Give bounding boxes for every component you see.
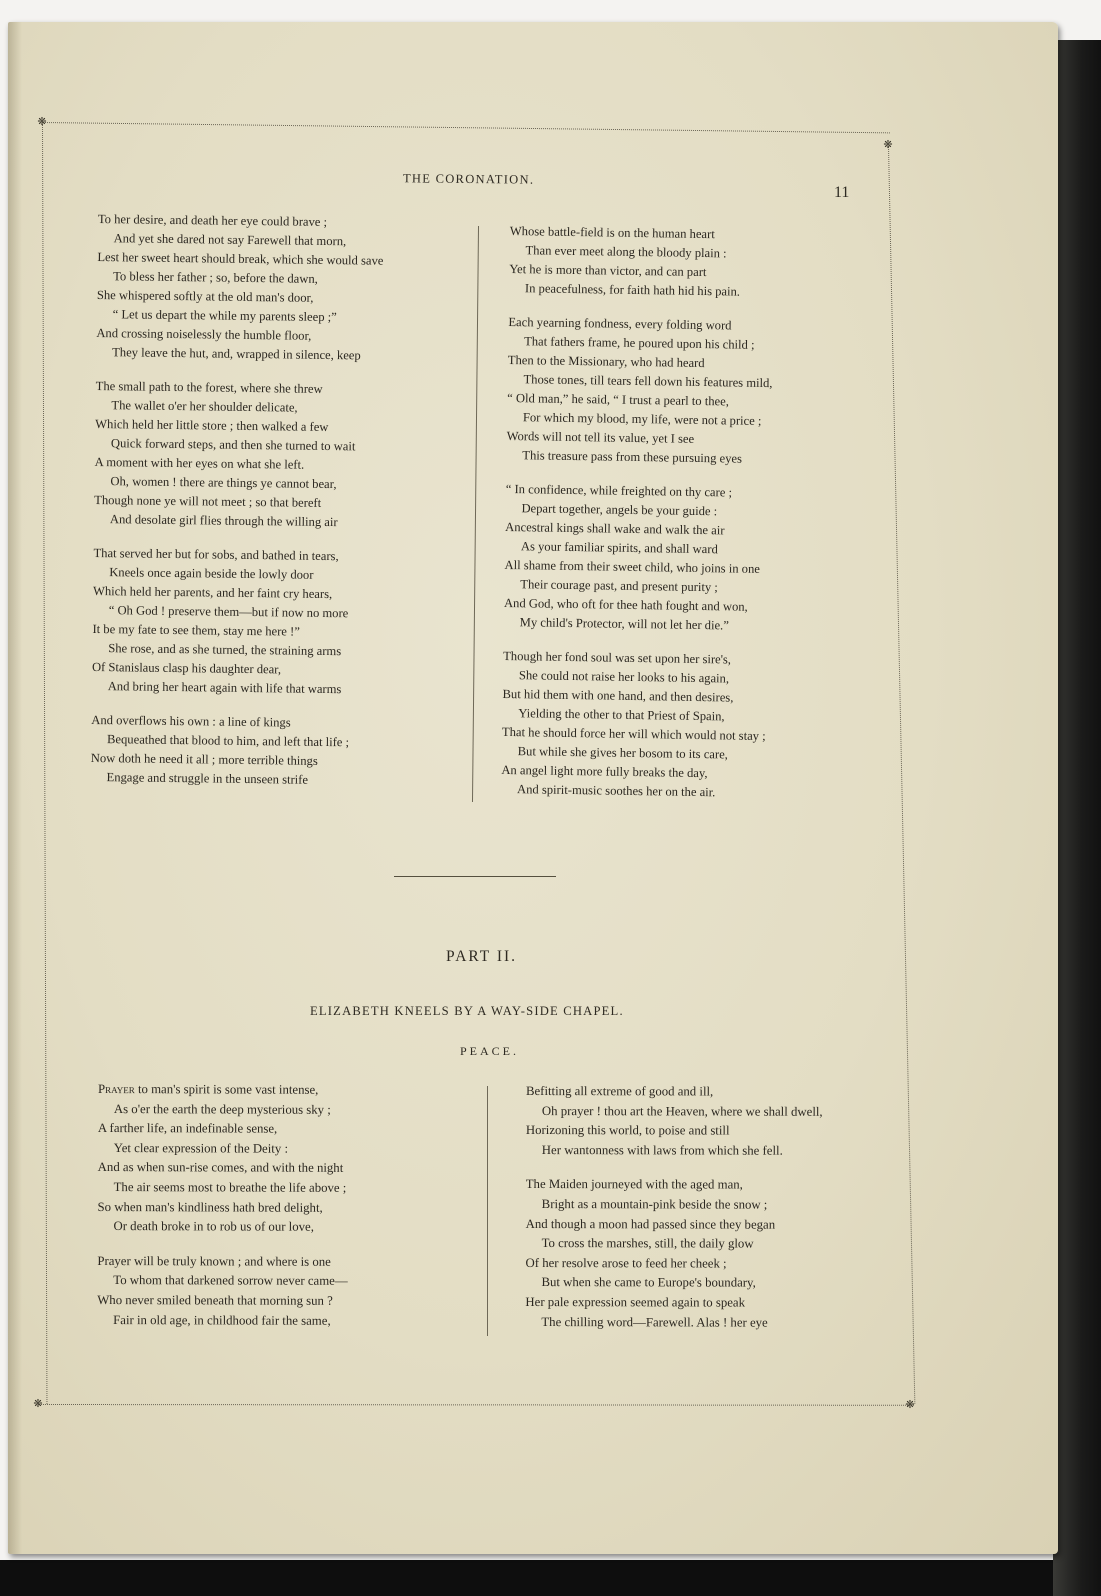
poem-line: That served her but for sobs, and bathed in tears, <box>93 545 339 564</box>
poem-line: Or death broke in to rob us of our love, <box>113 1219 314 1234</box>
poem-line: “ Oh God ! preserve them—but if now no more <box>108 603 349 621</box>
poem-line: Depart together, angels be your guide : <box>521 501 718 519</box>
poem-line: Of Stanislaus clasp his daughter dear, <box>91 659 282 677</box>
poem-line: “ In confidence, while freighted on thy care ; <box>505 481 733 500</box>
poem-line: Her wantonness with laws from which she fell. <box>541 1142 783 1158</box>
poem-line: “ Old man,” he said, “ I trust a pearl to thee, <box>507 390 730 409</box>
poem-line: That he should force her will which would not stay ; <box>501 724 766 744</box>
poem-line: The air seems most to breathe the life above ; <box>113 1180 347 1195</box>
poem-column-part2-right <box>525 1082 822 1333</box>
poem-line: Words will not tell its value, yet I see <box>506 428 695 446</box>
poem-line: That fathers frame, he poured upon his child ; <box>524 334 755 352</box>
poem-line: Befitting all extreme of good and ill, <box>525 1084 714 1099</box>
poem-line: As your familiar spirits, and shall ward <box>520 539 718 557</box>
line-rest: to man's spirit is some vast intense, <box>134 1082 319 1097</box>
poem-line: Engage and struggle in the unseen strife <box>106 770 309 787</box>
poem-line: And yet she dared not say Farewell that morn, <box>113 231 347 249</box>
poem-line: Which held her little store ; then walked a few <box>95 416 329 435</box>
poem-line: Whose battle-field is on the human heart <box>509 223 715 242</box>
poem-line: And though a moon had passed since they began <box>525 1216 776 1232</box>
poem-line: Now doth he need it all ; more terrible things <box>90 750 318 768</box>
poem-column-part1-left <box>90 210 384 791</box>
poem-line: As o'er the earth the deep mysterious sky ; <box>113 1101 331 1117</box>
corner-ornament-icon: ❋ <box>883 139 893 151</box>
column-divider <box>472 226 479 802</box>
poem-line: The chilling word—Farewell. Alas ! her eye <box>541 1314 768 1330</box>
poem-line: To bless her father ; so, before the dawn, <box>113 269 318 286</box>
poem-line: My child's Protector, will not let her die.” <box>519 615 729 633</box>
poem-line: To cross the marshes, still, the daily glow <box>541 1236 754 1251</box>
book-binding-edge <box>1053 40 1101 1596</box>
poem-line: And overflows his own : a line of kings <box>91 712 291 730</box>
poem-line: She whispered softly at the old man's door, <box>96 287 314 305</box>
poem-line: This treasure pass from these pursuing eyes <box>522 448 743 466</box>
corner-ornament-icon: ❋ <box>37 116 47 128</box>
poem-column-part2-left <box>97 1080 348 1331</box>
poem-line: She rose, and as she turned, the straining arms <box>108 641 342 659</box>
poem-line: To her desire, and death her eye could brave ; <box>97 211 328 229</box>
poem-line: Fair in old age, in childhood fair the same, <box>113 1312 331 1328</box>
poem-line: So when man's kindliness hath bred delight, <box>97 1199 323 1215</box>
poem-line: All shame from their sweet child, who joins in one <box>504 557 761 576</box>
poem-line: But hid them with one hand, and then desires, <box>502 686 734 705</box>
poem-line: For which my blood, my life, were not a price ; <box>522 410 762 428</box>
border-frame-left <box>42 124 47 1404</box>
poem-line: Yielding the other to that Priest of Spain, <box>518 706 725 724</box>
poem-line: A moment with her eyes on what she left. <box>94 454 305 472</box>
poem-line: And desolate girl flies through the willing air <box>109 512 338 530</box>
stanza-gap <box>526 1160 823 1176</box>
poem-line: The wallet o'er her shoulder delicate, <box>111 398 298 415</box>
poem-line: Lest her sweet heart should break, which she would save <box>97 249 384 268</box>
poem-line: But when she came to Europe's boundary, <box>541 1275 756 1290</box>
poem-line: But while she gives her bosom to its care, <box>517 744 728 762</box>
poem-line: A farther life, an indefinable sense, <box>97 1121 278 1136</box>
poem-column-part1-right <box>501 222 775 803</box>
poem-line: Oh prayer ! thou art the Heaven, where we shall dwell, <box>541 1103 823 1119</box>
stanza-gap <box>97 1237 347 1253</box>
poem-line: Who never smiled beneath that morning sun ? <box>97 1292 333 1308</box>
poem-line: Their courage past, and present purity ; <box>520 577 718 595</box>
border-frame-right <box>888 146 915 1404</box>
chapter-heading: ELIZABETH KNEELS BY A WAY-SIDE CHAPEL. <box>310 1004 624 1018</box>
poem-line: Than ever meet along the bloody plain : <box>525 243 727 261</box>
poem-line: Her pale expression seemed again to speak <box>525 1294 746 1310</box>
poem-line: Yet he is more than victor, and can part <box>509 261 707 280</box>
poem-line: Of her resolve arose to feed her cheek ; <box>525 1255 727 1271</box>
poem-line: Yet clear expression of the Deity : <box>113 1140 289 1156</box>
poem-line: Bequeathed that blood to him, and left that life ; <box>106 732 350 750</box>
poem-line: Those tones, till tears fell down his features mild, <box>523 372 773 391</box>
lead-word: Prayer <box>97 1082 135 1097</box>
poem-line: And God, who oft for thee hath fought and won, <box>503 595 748 614</box>
page-gutter-shadow <box>8 22 22 1554</box>
poem-line: Horizoning this world, to poise and still <box>525 1123 730 1138</box>
page-number: 11 <box>834 184 850 201</box>
poem-line: Kneels once again beside the lowly door <box>109 565 314 582</box>
sub-heading: PEACE. <box>460 1044 520 1058</box>
part-heading: PART II. <box>446 948 518 965</box>
running-head: THE CORONATION. <box>402 171 535 187</box>
poem-line: Though her fond soul was set upon her sire's, <box>503 648 732 667</box>
poem-line: “ Let us depart the while my parents sleep ;” <box>112 307 337 325</box>
corner-ornament-icon: ❋ <box>905 1399 915 1411</box>
poem-line: To whom that darkened sorrow never came— <box>113 1273 348 1289</box>
poem-line: And spirit-music soothes her on the air. <box>516 782 716 800</box>
poem-line: Each yearning fondness, every folding word <box>508 314 732 333</box>
poem-line: Ancestral kings shall wake and walk the air <box>505 519 725 538</box>
poem-line: And as when sun-rise comes, and with the night <box>97 1160 344 1176</box>
poem-line: The Maiden journeyed with the aged man, <box>525 1177 743 1192</box>
poem-line: And crossing noiselessly the humble floor, <box>96 325 312 343</box>
corner-ornament-icon: ❋ <box>33 1398 43 1410</box>
poem-line: Prayer will be truly known ; and where is one <box>97 1253 331 1269</box>
poem-line: They leave the hut, and, wrapped in silence, keep <box>112 345 361 363</box>
poem-line: In peacefulness, for faith hath hid his pain. <box>524 281 741 299</box>
border-frame-bottom <box>38 1404 914 1406</box>
poem-line <box>98 1080 348 1100</box>
poem-line: Bright as a mountain-pink beside the snow ; <box>541 1197 768 1212</box>
border-frame-top <box>42 122 890 133</box>
poem-line: Though none ye will not meet ; so that bereft <box>94 492 322 510</box>
poem-line: It be my fate to see them, stay me here !” <box>92 621 300 639</box>
poem-line: Then to the Missionary, who had heard <box>507 352 705 371</box>
column-divider <box>487 1086 488 1336</box>
poem-line: The small path to the forest, where she threw <box>95 378 323 396</box>
poem-line: Which held her parents, and her faint cry hears, <box>92 583 333 602</box>
poem-line: She could not raise her looks to his again, <box>518 668 730 686</box>
poem-line: And bring her heart again with life that warms <box>107 679 342 697</box>
poem-line: An angel light more fully breaks the day, <box>501 762 708 781</box>
book-page <box>8 22 1058 1554</box>
poem-line: Quick forward steps, and then she turned to wait <box>110 436 356 454</box>
section-rule <box>394 876 556 877</box>
poem-line: Oh, women ! there are things ye cannot bear, <box>110 474 337 492</box>
